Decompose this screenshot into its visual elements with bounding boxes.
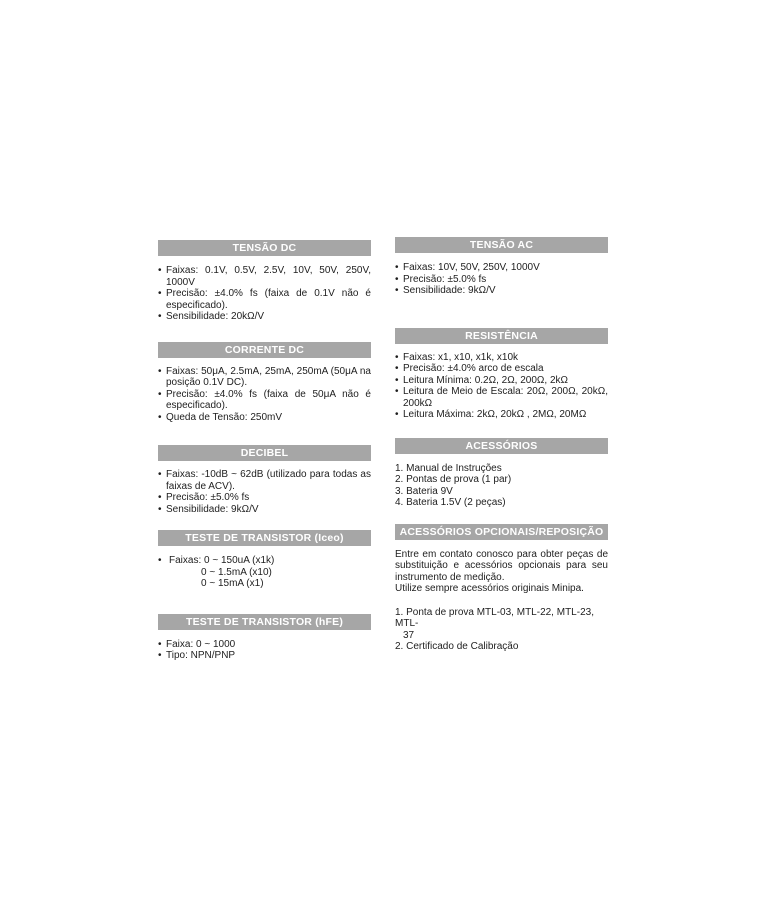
opcionais-content xyxy=(395,549,608,653)
list-item xyxy=(158,555,371,590)
opcionais-paragraph: Entre em contato conosco para obter peças de substituição e acessórios opcionais para seu instrumento de medição. xyxy=(395,548,608,583)
acessorios-list xyxy=(395,463,608,509)
transistor-iceo-specs xyxy=(158,555,371,590)
transistor-iceo-header: TESTE DE TRANSISTOR (Iceo) xyxy=(158,530,371,546)
decibel-header: DECIBEL xyxy=(158,445,371,461)
list-item: • Precisão: ±5.0% fs xyxy=(158,492,371,504)
list-item: • Faixas: x1, x10, x1k, x10k xyxy=(395,352,608,364)
list-item: • Precisão: ±4.0% fs (faixa de 50μA não é especificado). xyxy=(158,389,371,412)
list-item: • Queda de Tensão: 250mV xyxy=(158,412,371,424)
list-item: • Leitura Mínima: 0.2Ω, 2Ω, 200Ω, 2kΩ xyxy=(395,375,608,387)
decibel-specs xyxy=(158,469,371,515)
opcionais-item-1: 1. Ponta de prova MTL-03, MTL-22, MTL-23, MTL- 37 xyxy=(395,606,594,641)
list-item: • Leitura Máxima: 2kΩ, 20kΩ , 2MΩ, 20MΩ xyxy=(395,409,608,421)
list-item: • Sensibilidade: 9kΩ/V xyxy=(395,285,608,297)
opcionais-item-2: 2. Certificado de Calibração xyxy=(395,641,519,652)
list-item: • Precisão: ±4.0% arco de escala xyxy=(395,363,608,375)
transistor-hfe-specs xyxy=(158,639,371,662)
list-item: • Faixas: 10V, 50V, 250V, 1000V xyxy=(395,262,608,274)
list-item: • Leitura de Meio de Escala: 20Ω, 200Ω, 20kΩ, 200kΩ xyxy=(395,386,608,409)
acessorios-header: ACESSÓRIOS xyxy=(395,438,608,454)
list-item: 2. Pontas de prova (1 par) xyxy=(395,474,512,485)
list-item: 3. Bateria 9V xyxy=(395,485,453,497)
resistencia-specs xyxy=(395,352,608,421)
right-column xyxy=(395,237,608,653)
list-item: 1. Manual de Instruções xyxy=(395,462,502,474)
list-item: • Faixa: 0 ~ 1000 xyxy=(158,639,371,651)
iceo-range-x10: 0 ~ 1.5mA (x10) xyxy=(201,566,272,578)
list-item: • Faixas: 50μA, 2.5mA, 25mA, 250mA (50μA na posição 0.1V DC). xyxy=(158,366,371,389)
list-item: • Faixas: 0.1V, 0.5V, 2.5V, 10V, 50V, 250V, 1000V xyxy=(158,265,371,288)
transistor-hfe-header: TESTE DE TRANSISTOR (hFE) xyxy=(158,614,371,630)
iceo-label: Faixas: 0 ~ 150uA (x1k) xyxy=(169,555,275,566)
opcionais-note: Utilize sempre acessórios originais Minipa. xyxy=(395,583,584,594)
list-item: 4. Bateria 1.5V (2 peças) xyxy=(395,497,506,508)
list-item: • Sensibilidade: 9kΩ/V xyxy=(158,504,371,516)
tensao-ac-header: TENSÃO AC xyxy=(395,237,608,253)
tensao-dc-header: TENSÃO DC xyxy=(158,240,371,256)
resistencia-header: RESISTÊNCIA xyxy=(395,328,608,344)
iceo-range-x1: 0 ~ 15mA (x1) xyxy=(201,578,264,589)
list-item: • Sensibilidade: 20kΩ/V xyxy=(158,311,371,323)
tensao-dc-specs xyxy=(158,265,371,323)
left-column xyxy=(158,240,371,662)
corrente-dc-header: CORRENTE DC xyxy=(158,342,371,358)
opcionais-header: ACESSÓRIOS OPCIONAIS/REPOSIÇÃO xyxy=(395,524,608,540)
tensao-ac-specs xyxy=(395,262,608,297)
list-item: • Faixas: -10dB ~ 62dB (utilizado para todas as faixas de ACV). xyxy=(158,469,371,492)
list-item: • Precisão: ±5.0% fs xyxy=(395,274,608,286)
corrente-dc-specs xyxy=(158,366,371,424)
list-item: • Tipo: NPN/PNP xyxy=(158,650,371,662)
list-item: • Precisão: ±4.0% fs (faixa de 0.1V não é especificado). xyxy=(158,288,371,311)
